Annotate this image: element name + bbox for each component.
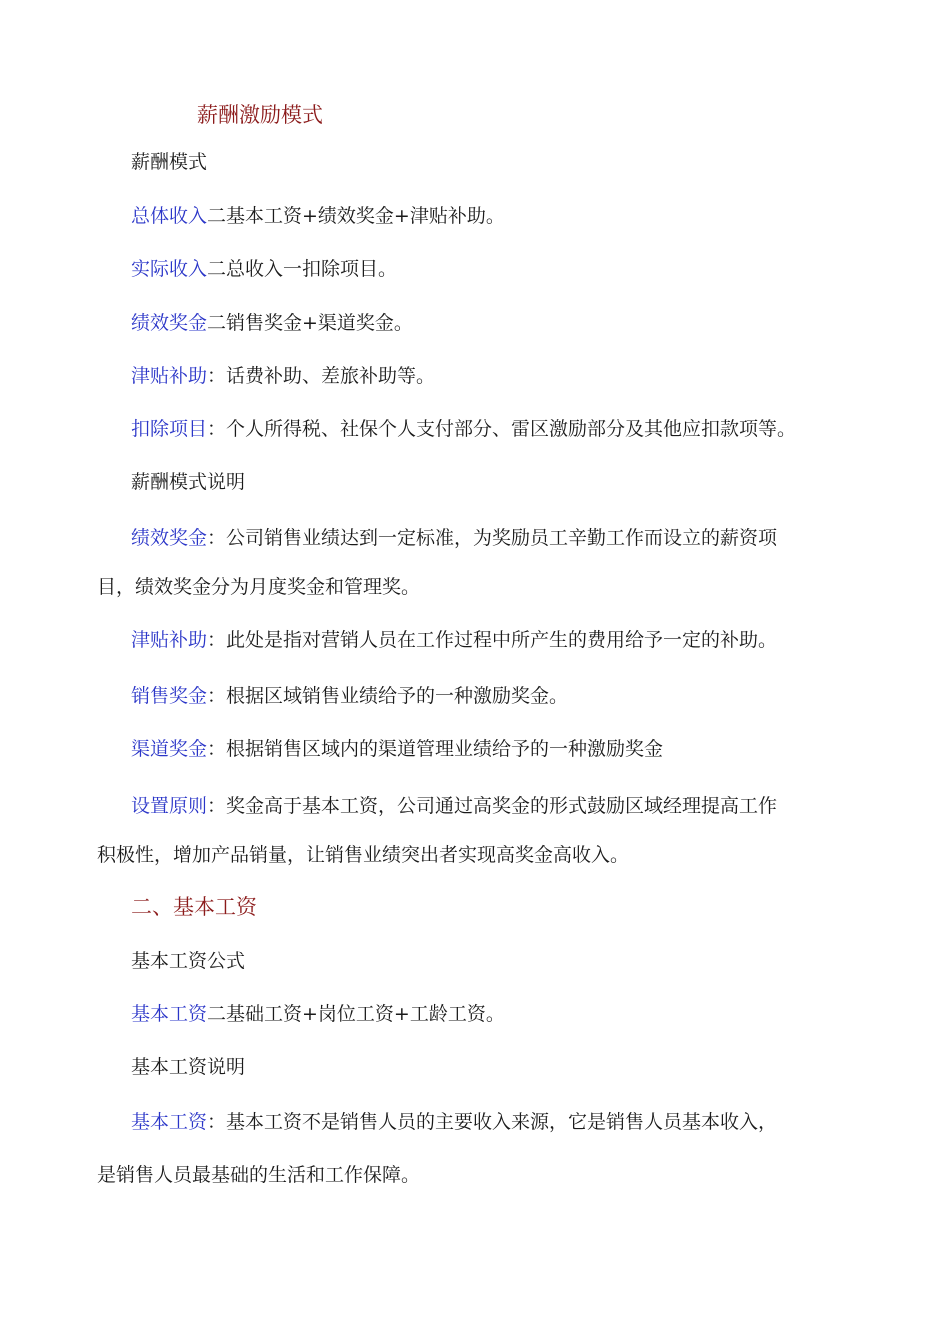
- formula-text: 二基础工资+岗位工资+工龄工资。: [207, 1003, 505, 1025]
- note-text: ：奖金高于基本工资，公司通过高奖金的形式鼓励区域经理提高工作: [207, 795, 778, 817]
- note-setting-principle: [131, 794, 777, 818]
- note-text: ：基本工资不是销售人员的主要收入来源，它是销售人员基本收入，: [207, 1111, 778, 1133]
- term-label: 总体收入: [131, 205, 208, 227]
- formula-allowance: [131, 364, 435, 388]
- note-text: ：公司销售业绩达到一定标准，为奖励员工辛勤工作而设立的薪资项: [207, 527, 778, 549]
- note-basic-salary-continued: 是销售人员最基础的生活和工作保障。: [97, 1164, 421, 1186]
- note-channel-bonus: [131, 737, 663, 761]
- note-performance-bonus-continued: 目，绩效奖金分为月度奖金和管理奖。: [97, 576, 421, 598]
- formula-text: 二销售奖金+渠道奖金。: [207, 312, 413, 334]
- note-text: ：根据销售区域内的渠道管理业绩给予的一种激励奖金: [207, 738, 664, 760]
- note-text: ：此处是指对营销人员在工作过程中所产生的费用给予一定的补助。: [207, 629, 778, 651]
- note-setting-principle-continued: 积极性，增加产品销量，让销售业绩突出者实现高奖金高收入。: [97, 844, 630, 866]
- term-label: 实际收入: [131, 258, 208, 280]
- formula-performance-bonus: [131, 311, 413, 335]
- term-label: 扣除项目: [131, 418, 208, 440]
- term-label: 津贴补助: [131, 365, 208, 387]
- note-text: ：根据区域销售业绩给予的一种激励奖金。: [207, 685, 569, 707]
- term-label: 基本工资: [131, 1111, 208, 1133]
- section-heading-basic-salary-formula: 基本工资公式: [131, 950, 246, 972]
- formula-text: ：个人所得税、社保个人支付部分、雷区激励部分及其他应扣款项等。: [207, 418, 797, 440]
- term-label: 基本工资: [131, 1003, 208, 1025]
- document-title: 薪酬激励模式: [197, 103, 323, 127]
- term-label: 津贴补助: [131, 629, 208, 651]
- formula-actual-income: [131, 257, 397, 281]
- section-heading-salary-model: 薪酬模式: [131, 151, 208, 173]
- term-label: 设置原则: [131, 795, 208, 817]
- note-sales-bonus: [131, 684, 568, 708]
- term-label: 绩效奖金: [131, 527, 208, 549]
- term-label: 渠道奖金: [131, 738, 208, 760]
- formula-total-income: [131, 204, 505, 228]
- section-heading-salary-model-notes: 薪酬模式说明: [131, 471, 246, 493]
- formula-text: 二基本工资+绩效奖金+津贴补助。: [207, 205, 505, 227]
- term-label: 绩效奖金: [131, 312, 208, 334]
- note-allowance: [131, 628, 777, 652]
- formula-basic-salary: [131, 1002, 505, 1026]
- note-performance-bonus: [131, 526, 777, 550]
- formula-text: ：话费补助、差旅补助等。: [207, 365, 436, 387]
- term-label: 销售奖金: [131, 685, 208, 707]
- section-heading-basic-salary-notes: 基本工资说明: [131, 1056, 246, 1078]
- formula-deductions: [131, 417, 796, 441]
- section-heading-basic-salary: 二、基本工资: [131, 895, 257, 919]
- note-basic-salary: [131, 1110, 777, 1134]
- formula-text: 二总收入一扣除项目。: [207, 258, 398, 280]
